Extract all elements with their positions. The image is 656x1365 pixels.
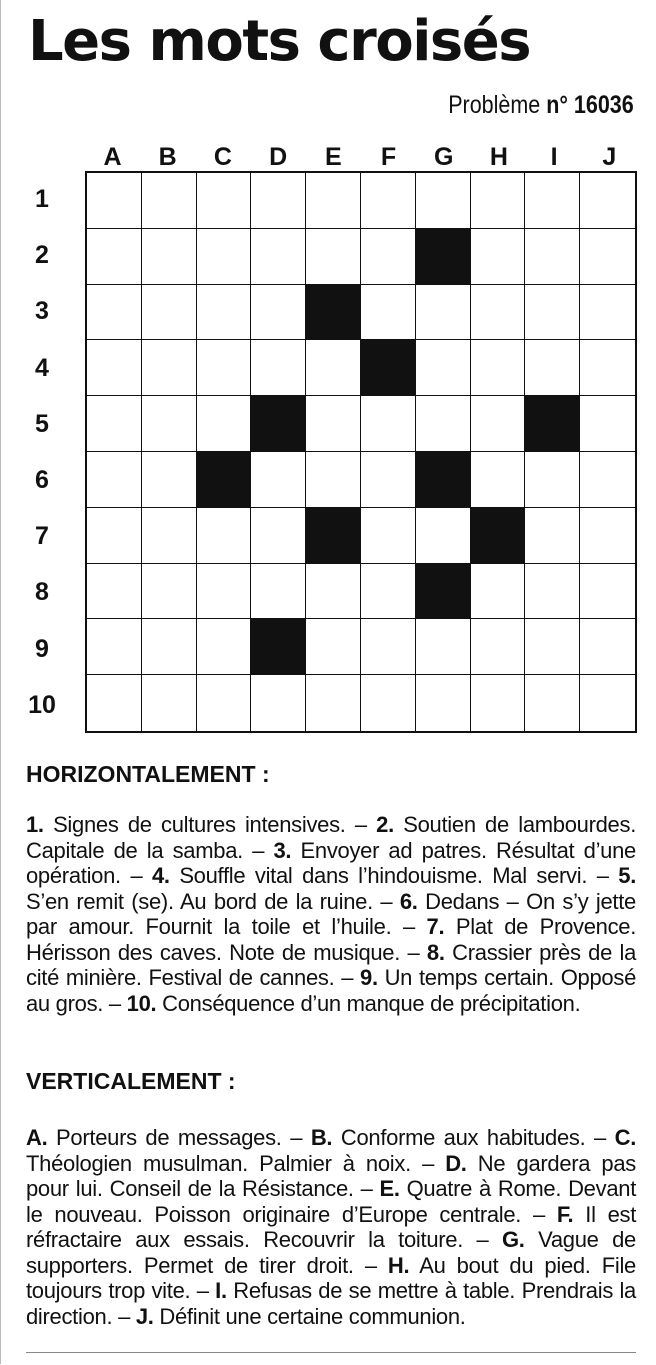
grid-cell[interactable] <box>471 229 526 285</box>
row-label: 2 <box>35 241 49 270</box>
black-cell <box>416 452 471 508</box>
grid-cell[interactable] <box>471 396 526 452</box>
grid-cell[interactable] <box>87 452 142 508</box>
clue-text: Crassier près de la cité minière. Festival de cannes. <box>26 939 637 990</box>
clue: – C. Théologien musulman. Palmier à noix. <box>26 1125 637 1176</box>
clue-number: 7. <box>426 914 445 939</box>
grid-cell[interactable] <box>525 340 580 396</box>
grid-cell[interactable] <box>142 173 197 229</box>
grid-cell[interactable] <box>416 285 471 341</box>
clue: – F. Il est réfractaire aux essais. Recouvrir la toiture. <box>26 1201 637 1252</box>
grid-cell[interactable] <box>471 564 526 620</box>
grid-cell[interactable] <box>306 396 361 452</box>
grid-cell[interactable] <box>580 619 635 675</box>
grid-cell[interactable] <box>142 619 197 675</box>
grid-cell[interactable] <box>197 173 252 229</box>
crossword-grid[interactable] <box>85 171 637 733</box>
row-label: 4 <box>35 353 49 382</box>
black-cell <box>416 564 471 620</box>
row-label: 8 <box>35 578 49 607</box>
row-label: 5 <box>35 409 49 438</box>
vertical-clues <box>26 1125 636 1329</box>
grid-cell[interactable] <box>251 173 306 229</box>
black-cell <box>525 396 580 452</box>
clue-number: I. <box>215 1278 227 1303</box>
grid-cell[interactable] <box>87 564 142 620</box>
black-cell <box>251 396 306 452</box>
clue-text: Porteurs de messages. <box>56 1125 282 1150</box>
bottom-divider <box>26 1352 636 1353</box>
clue-number: J. <box>135 1303 154 1329</box>
grid-cell[interactable] <box>87 508 142 564</box>
clue-text: Plat de Provence. Hérisson des caves. Note de musique. <box>26 914 637 965</box>
grid-cell[interactable] <box>251 285 306 341</box>
column-label: D <box>269 143 288 171</box>
grid-cell[interactable] <box>87 340 142 396</box>
clue: – 2. Soutien de lambourdes. Capitale de la samba. <box>26 812 637 863</box>
grid-cell[interactable] <box>525 619 580 675</box>
grid-cell[interactable] <box>87 675 142 731</box>
clue-text: Refusas de se mettre à table. Prendrais la direction. <box>26 1278 636 1329</box>
clue-text: Dedans – On s’y jette par amour. Fournit la toile et l’huile. <box>26 888 636 939</box>
grid-cell[interactable] <box>361 396 416 452</box>
problem-number: n° 16036 <box>546 91 634 119</box>
row-label: 3 <box>35 297 49 326</box>
grid-cell[interactable] <box>361 173 416 229</box>
clue: – E. Quatre à Rome. Devant le nouveau. Poisson originaire d’Europe centrale. <box>26 1176 637 1227</box>
grid-cell[interactable] <box>580 675 635 731</box>
clue-number: 1. <box>26 812 44 837</box>
grid-cell[interactable] <box>251 564 306 620</box>
grid-cell[interactable] <box>361 675 416 731</box>
grid-cell[interactable] <box>361 229 416 285</box>
row-label: 10 <box>28 690 56 719</box>
column-label: B <box>158 143 177 171</box>
grid-cell[interactable] <box>197 675 252 731</box>
column-label: E <box>324 143 342 171</box>
grid-cell[interactable] <box>142 564 197 620</box>
problem-label <box>449 90 634 120</box>
column-label: C <box>213 143 232 171</box>
clue-text: Il est réfractaire aux essais. Recouvrir la toiture. <box>26 1201 637 1252</box>
clue-number: 3. <box>273 837 292 863</box>
grid-cell[interactable] <box>142 396 197 452</box>
grid-cell[interactable] <box>416 619 471 675</box>
black-cell <box>306 285 361 341</box>
grid-cell[interactable] <box>142 340 197 396</box>
grid-cell[interactable] <box>142 452 197 508</box>
grid-cell[interactable] <box>416 675 471 731</box>
column-label: G <box>433 143 454 171</box>
grid-cell[interactable] <box>580 564 635 620</box>
clue: – 7. Plat de Provence. Hérisson des caves. Note de musique. <box>26 914 637 965</box>
grid-cell[interactable] <box>306 340 361 396</box>
row-label: 1 <box>35 185 49 213</box>
column-label: I <box>550 143 558 171</box>
grid-cell[interactable] <box>87 619 142 675</box>
clue-number: 2. <box>376 812 394 837</box>
grid-cell[interactable] <box>197 285 252 341</box>
grid-cell[interactable] <box>580 285 635 341</box>
clue-text: Vague de supporters. Permet de tirer droit. <box>26 1227 636 1278</box>
grid-cell[interactable] <box>361 285 416 341</box>
clue-number: 4. <box>151 863 170 888</box>
clue-text: Théologien musulman. Palmier à noix. <box>26 1150 411 1176</box>
grid-cell[interactable] <box>580 229 635 285</box>
clue-number: 8. <box>426 939 445 965</box>
clue: – D. Ne gardera pas pour lui. Conseil de la Résistance. <box>26 1150 636 1201</box>
clue-text: Conséquence d’un manque de précipitation. <box>162 990 581 1016</box>
clue-text: S’en remit (se). Au bord de la ruine. <box>26 888 373 914</box>
grid-cell[interactable] <box>87 173 142 229</box>
grid-cell[interactable] <box>251 452 306 508</box>
black-cell <box>197 452 252 508</box>
grid-cell[interactable] <box>87 285 142 341</box>
clue-number: E. <box>379 1176 400 1201</box>
grid-cell[interactable] <box>525 173 580 229</box>
grid-cell[interactable] <box>306 564 361 620</box>
clue: – 6. Dedans – On s’y jette par amour. Fournit la toile et l’huile. <box>26 888 636 939</box>
column-label: A <box>103 143 122 171</box>
grid-cell[interactable] <box>251 508 306 564</box>
grid-cell[interactable] <box>525 564 580 620</box>
clue-number: D. <box>445 1150 467 1176</box>
horizontal-heading: HORIZONTALEMENT : <box>26 761 270 787</box>
black-cell <box>251 619 306 675</box>
clue-text: Un temps certain. Opposé au gros. <box>26 965 637 1016</box>
page-title: Les mots croisés <box>28 9 531 74</box>
horizontal-clues <box>26 812 636 1016</box>
clue-number: C. <box>614 1125 637 1150</box>
grid-cell[interactable] <box>471 675 526 731</box>
clue-text: Conforme aux habitudes. <box>340 1125 586 1150</box>
clue-text: Au bout du pied. File toujours trop vite. <box>26 1252 636 1303</box>
grid-cell[interactable] <box>471 452 526 508</box>
grid-cell[interactable] <box>306 619 361 675</box>
clue <box>26 1125 282 1150</box>
grid-cell[interactable] <box>197 508 252 564</box>
grid-cell[interactable] <box>197 340 252 396</box>
row-label: 7 <box>35 522 49 551</box>
grid-cell[interactable] <box>580 173 635 229</box>
column-label: F <box>380 143 397 171</box>
grid-cell[interactable] <box>471 340 526 396</box>
grid-cell[interactable] <box>142 285 197 341</box>
column-label: J <box>602 143 617 171</box>
grid-cell[interactable] <box>306 675 361 731</box>
grid-cell[interactable] <box>142 508 197 564</box>
clue-number: 9. <box>360 965 378 990</box>
grid-cell[interactable] <box>306 173 361 229</box>
clue <box>26 812 346 837</box>
grid-cell[interactable] <box>525 508 580 564</box>
clue: – H. Au bout du pied. File toujours trop vite. <box>26 1252 636 1303</box>
clue-text: Ne gardera pas pour lui. Conseil de la Résistance. <box>26 1150 636 1201</box>
grid-cell[interactable] <box>142 229 197 285</box>
grid-cell[interactable] <box>251 675 306 731</box>
grid-cell[interactable] <box>361 508 416 564</box>
clue: – J. Définit une certaine communion. <box>112 1303 466 1329</box>
grid-cell[interactable] <box>197 229 252 285</box>
grid-cell[interactable] <box>580 340 635 396</box>
black-cell <box>306 508 361 564</box>
clue-number: 10. <box>126 990 157 1016</box>
grid-cell[interactable] <box>87 396 142 452</box>
grid-cell[interactable] <box>197 564 252 620</box>
grid-cell[interactable] <box>580 396 635 452</box>
vertical-heading: VERTICALEMENT : <box>26 1068 236 1094</box>
clue: – 4. Souffle vital dans l’hindouisme. Mal servi. <box>120 863 588 888</box>
grid-cell[interactable] <box>197 396 252 452</box>
grid-cell[interactable] <box>251 229 306 285</box>
clue-number: G. <box>501 1227 525 1252</box>
grid-cell[interactable] <box>197 619 252 675</box>
grid-cell[interactable] <box>361 619 416 675</box>
row-label: 9 <box>35 634 49 663</box>
grid-cell[interactable] <box>416 508 471 564</box>
clue: – I. Refusas de se mettre à table. Prendrais la direction. <box>26 1278 636 1329</box>
clue: – 9. Un temps certain. Opposé au gros. <box>26 965 637 1016</box>
grid-cell[interactable] <box>471 285 526 341</box>
clue-text: Définit une certaine communion. <box>159 1303 466 1329</box>
column-label: H <box>489 143 508 171</box>
grid-cell[interactable] <box>306 229 361 285</box>
grid-cell[interactable] <box>361 564 416 620</box>
grid-cell[interactable] <box>580 452 635 508</box>
grid-cell[interactable] <box>416 340 471 396</box>
row-label: 6 <box>35 466 49 494</box>
grid-cell[interactable] <box>580 508 635 564</box>
clue-number: H. <box>387 1252 410 1278</box>
grid-cell[interactable] <box>471 173 526 229</box>
clue-number: 5. <box>618 863 637 888</box>
black-cell <box>361 340 416 396</box>
clue-text: Soutien de lambourdes. Capitale de la samba. <box>26 812 637 863</box>
clue-number: B. <box>310 1125 333 1150</box>
clue: – G. Vague de supporters. Permet de tirer droit. <box>26 1227 636 1278</box>
clue-number: F. <box>556 1201 574 1227</box>
clue: – 5. S’en remit (se). Au bord de la ruine. <box>26 863 637 914</box>
grid-cell[interactable] <box>87 229 142 285</box>
clue: – 8. Crassier près de la cité minière. Festival de cannes. <box>26 939 637 990</box>
clue-text: Signes de cultures intensives. <box>53 812 346 837</box>
grid-cell[interactable] <box>525 452 580 508</box>
grid-cell[interactable] <box>361 452 416 508</box>
grid-cell[interactable] <box>525 675 580 731</box>
grid-cell[interactable] <box>525 285 580 341</box>
clue-text: Souffle vital dans l’hindouisme. Mal servi. <box>179 863 588 888</box>
grid-cell[interactable] <box>306 452 361 508</box>
black-cell <box>471 508 526 564</box>
grid-cell[interactable] <box>142 675 197 731</box>
clue-text: Envoyer ad patres. Résultat d’une opération. <box>26 837 636 888</box>
clue-text: Quatre à Rome. Devant le nouveau. Poisson originaire d’Europe centrale. <box>26 1176 637 1227</box>
clue: – 3. Envoyer ad patres. Résultat d’une opération. <box>26 837 636 888</box>
grid-cell[interactable] <box>416 396 471 452</box>
grid-cell[interactable] <box>471 619 526 675</box>
grid-cell[interactable] <box>251 340 306 396</box>
grid-cell[interactable] <box>416 173 471 229</box>
clue-number: A. <box>26 1125 48 1150</box>
problem-prefix: Problème <box>448 91 541 119</box>
clue-number: 6. <box>399 888 418 914</box>
clue: – 10. Conséquence d’un manque de précipitation. <box>103 990 581 1016</box>
grid-cell[interactable] <box>525 229 580 285</box>
black-cell <box>416 229 471 285</box>
clue: – B. Conforme aux habitudes. <box>281 1125 586 1150</box>
